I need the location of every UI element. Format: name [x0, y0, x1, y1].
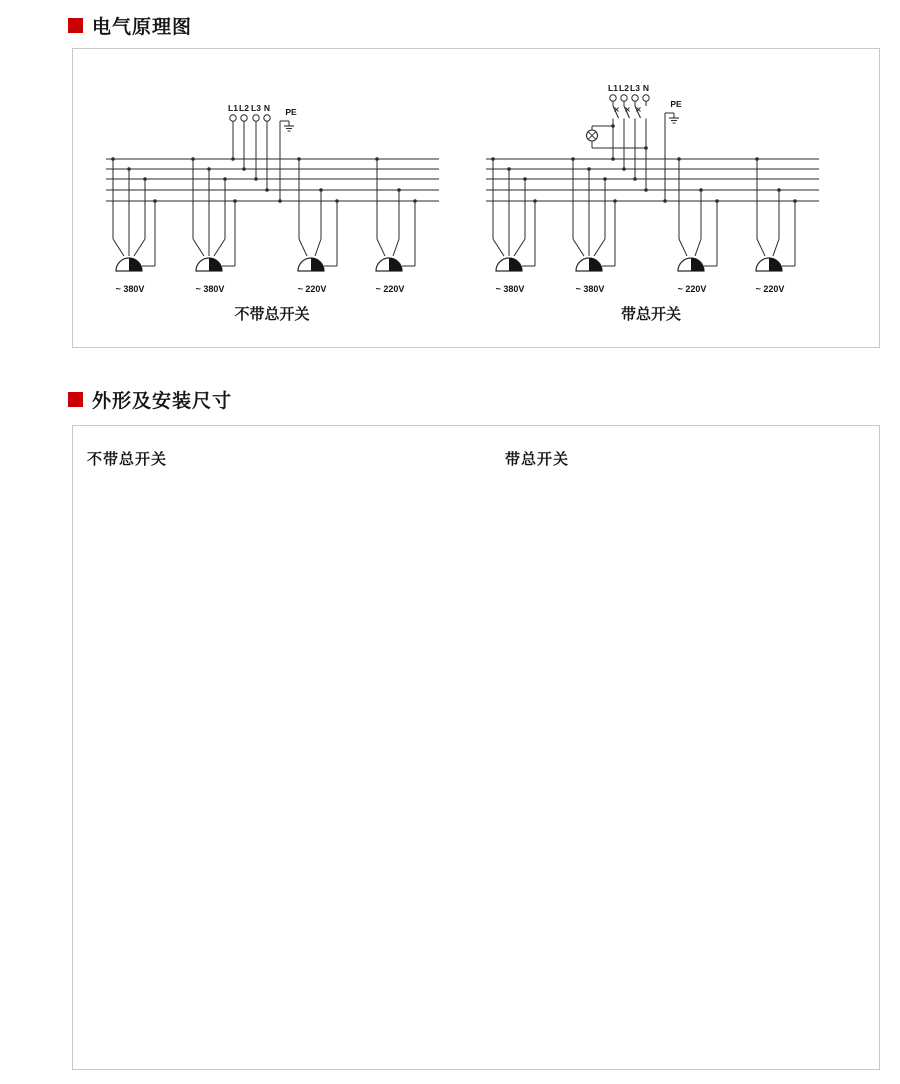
red-square-bullet-icon	[68, 18, 83, 33]
load-voltage-label: ~ 380V	[115, 284, 145, 294]
terminal-label: L2	[619, 83, 629, 93]
terminal-label: L3	[251, 103, 261, 113]
section-title-text: 电气原理图	[92, 17, 193, 38]
terminal-label: N	[642, 83, 650, 93]
load-voltage-label: ~ 380V	[575, 284, 605, 294]
load-voltage-label: ~ 220V	[297, 284, 327, 294]
group-label-with-switch: 带总开关	[505, 451, 570, 468]
circuit-caption: 带总开关	[620, 306, 682, 323]
dimensions-panel	[72, 425, 880, 1070]
terminal-label: L1	[608, 83, 618, 93]
terminal-label: L1	[228, 103, 238, 113]
pe-label: PE	[670, 99, 682, 109]
section-title-text: 外形及安装尺寸	[92, 391, 233, 412]
load-voltage-label: ~ 220V	[755, 284, 785, 294]
terminal-label: N	[263, 103, 271, 113]
red-square-bullet-icon	[68, 392, 83, 407]
section-title-schematic	[68, 12, 192, 39]
circuit-no-switch	[106, 103, 439, 323]
section-title-dimensions	[68, 386, 232, 413]
load-voltage-label: ~ 220V	[677, 284, 707, 294]
load-voltage-label: ~ 380V	[495, 284, 525, 294]
terminal-label: L3	[630, 83, 640, 93]
schematic-panel	[72, 48, 880, 348]
pe-label: PE	[285, 107, 297, 117]
circuit-with-switch	[486, 83, 819, 323]
circuit-diagrams	[73, 49, 879, 347]
load-voltage-label: ~ 380V	[195, 284, 225, 294]
group-label-no-switch: 不带总开关	[87, 451, 168, 468]
circuit-caption: 不带总开关	[234, 306, 310, 323]
load-voltage-label: ~ 220V	[375, 284, 405, 294]
terminal-label: L2	[239, 103, 249, 113]
